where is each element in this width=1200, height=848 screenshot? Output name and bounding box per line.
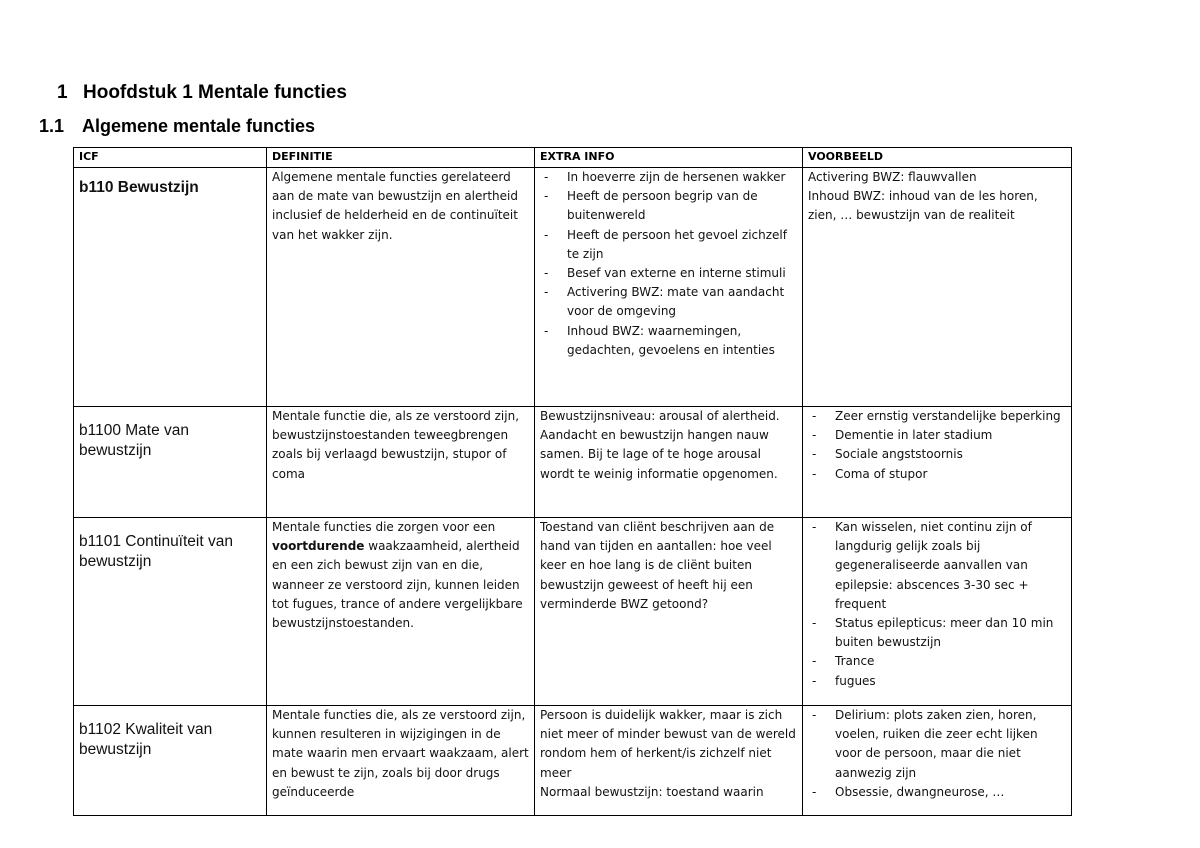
definitie-cell bbox=[267, 706, 535, 816]
extra-info-list bbox=[540, 168, 798, 360]
table-header-row bbox=[74, 148, 1072, 168]
extra-info-cell bbox=[535, 168, 803, 407]
definitie-emphasis: voortdurende bbox=[272, 539, 365, 554]
header-icf: ICF bbox=[74, 148, 267, 168]
definitie-text: Mentale functies die, als ze verstoord zijn, kunnen resulteren in wijzigingen in de mate waarin men ervaart waakzaam, alert en bewust te zijn, zoals bij door drugs geïnduceerde bbox=[272, 708, 529, 799]
definitie-text-start: Mentale functies die zorgen voor een bbox=[272, 520, 496, 534]
voorbeeld-cell bbox=[803, 518, 1072, 706]
icf-code-cell bbox=[74, 706, 267, 816]
table-row bbox=[74, 168, 1072, 407]
icf-code: b1101 Continuïteit van bewustzijn bbox=[79, 533, 233, 570]
voorbeeld-line: Inhoud BWZ: inhoud van de les horen, zien, … bewustzijn van de realiteit bbox=[808, 189, 1038, 223]
list-item: - Zeer ernstig verstandelijke beperking bbox=[808, 407, 1067, 426]
definitie-text: Algemene mentale functies gerelateerd aan de mate van bewustzijn en alertheid inclusief de helderheid en de continuïteit van het wakker zijn. bbox=[272, 170, 518, 242]
extra-info-text: Normaal bewustzijn: toestand waarin bbox=[540, 784, 764, 799]
icf-code: b1102 Kwaliteit van bewustzijn bbox=[79, 721, 213, 758]
list-item: - Status epilepticus: meer dan 10 min buiten bewustzijn bbox=[808, 614, 1067, 652]
list-item: - In hoeverre zijn de hersenen wakker bbox=[540, 168, 798, 187]
list-item: - Heeft de persoon begrip van de buitenwereld bbox=[540, 187, 798, 225]
list-item: - Dementie in later stadium bbox=[808, 426, 1067, 445]
extra-info-text: Toestand van cliënt beschrijven aan de hand van tijden en aantallen: hoe veel keer en hoe lang is de cliënt buiten bewustzijn geweest of heeft hij een verminderde BWZ getoond? bbox=[540, 520, 775, 611]
icf-code-cell bbox=[74, 168, 267, 407]
section-number: 1.1 bbox=[39, 116, 65, 136]
extra-info-cell bbox=[535, 407, 803, 518]
list-item: - Heeft de persoon het gevoel zichzelf te zijn bbox=[540, 226, 798, 264]
list-item: - Sociale angststoornis bbox=[808, 445, 1067, 464]
section-heading bbox=[39, 116, 315, 137]
definitie-cell bbox=[267, 168, 535, 407]
icf-code: b1100 Mate van bewustzijn bbox=[79, 422, 190, 459]
list-item: - Kan wisselen, niet continu zijn of langdurig gelijk zoals bij gegeneraliseerde aanvallen van epilepsie: abscences 3-30 sec + frequent bbox=[808, 518, 1067, 614]
definitie-text: Mentale functie die, als ze verstoord zijn, bewustzijnstoestanden teweegbrengen zoals bij verlaagd bewustzijn, stupor of coma bbox=[272, 409, 520, 481]
extra-info-cell bbox=[535, 706, 803, 816]
voorbeeld-list bbox=[808, 706, 1067, 801]
definitie-cell bbox=[267, 407, 535, 518]
icf-code-cell bbox=[74, 407, 267, 518]
icf-code-cell bbox=[74, 518, 267, 706]
icf-code: b110 Bewustzijn bbox=[79, 179, 199, 196]
header-definitie: DEFINITIE bbox=[267, 148, 535, 168]
list-item: - Inhoud BWZ: waarnemingen, gedachten, gevoelens en intenties bbox=[540, 322, 798, 360]
definitie-text-end: waakzaamheid, alertheid en een zich bewust zijn van en die, wanneer ze verstoord zijn, kunnen leiden tot fugues, trance of andere vergelijkbare bewustzijnstoestanden. bbox=[272, 539, 523, 631]
list-item: - Coma of stupor bbox=[808, 465, 1067, 484]
section-title: Algemene mentale functies bbox=[82, 116, 316, 136]
voorbeeld-cell bbox=[803, 407, 1072, 518]
list-item: - Delirium: plots zaken zien, horen, voelen, ruiken die zeer echt lijken voor de persoon, maar die niet aanwezig zijn bbox=[808, 706, 1067, 783]
list-item: - Trance bbox=[808, 652, 1067, 671]
table-row bbox=[74, 518, 1072, 706]
list-item: - Activering BWZ: mate van aandacht voor de omgeving bbox=[540, 283, 798, 321]
header-extra-info: EXTRA INFO bbox=[535, 148, 803, 168]
voorbeeld-list bbox=[808, 407, 1067, 484]
chapter-title: Hoofdstuk 1 Mentale functies bbox=[83, 82, 347, 103]
list-item: - Obsessie, dwangneurose, … bbox=[808, 783, 1067, 801]
definitie-cell bbox=[267, 518, 535, 706]
chapter-number: 1 bbox=[57, 82, 68, 103]
table-row bbox=[74, 706, 1072, 816]
header-voorbeeld: VOORBEELD bbox=[803, 148, 1072, 168]
voorbeeld-cell bbox=[803, 168, 1072, 407]
list-item: - Besef van externe en interne stimuli bbox=[540, 264, 798, 283]
chapter-heading bbox=[57, 82, 347, 104]
extra-info-text: Persoon is duidelijk wakker, maar is zich niet meer of minder bewust van de wereld rondom hem of herkent/is zichzelf niet meer bbox=[540, 708, 796, 780]
list-item: - fugues bbox=[808, 672, 1067, 691]
extra-info-cell bbox=[535, 518, 803, 706]
voorbeeld-line: Activering BWZ: flauwvallen bbox=[808, 170, 977, 184]
icf-table bbox=[73, 147, 1072, 816]
voorbeeld-cell bbox=[803, 706, 1072, 816]
extra-info-text: Bewustzijnsniveau: arousal of alertheid. Aandacht en bewustzijn hangen nauw samen. Bij te lage of te hoge arousal wordt te weinig informatie opgenomen. bbox=[540, 409, 780, 481]
table-row bbox=[74, 407, 1072, 518]
voorbeeld-list bbox=[808, 518, 1067, 691]
